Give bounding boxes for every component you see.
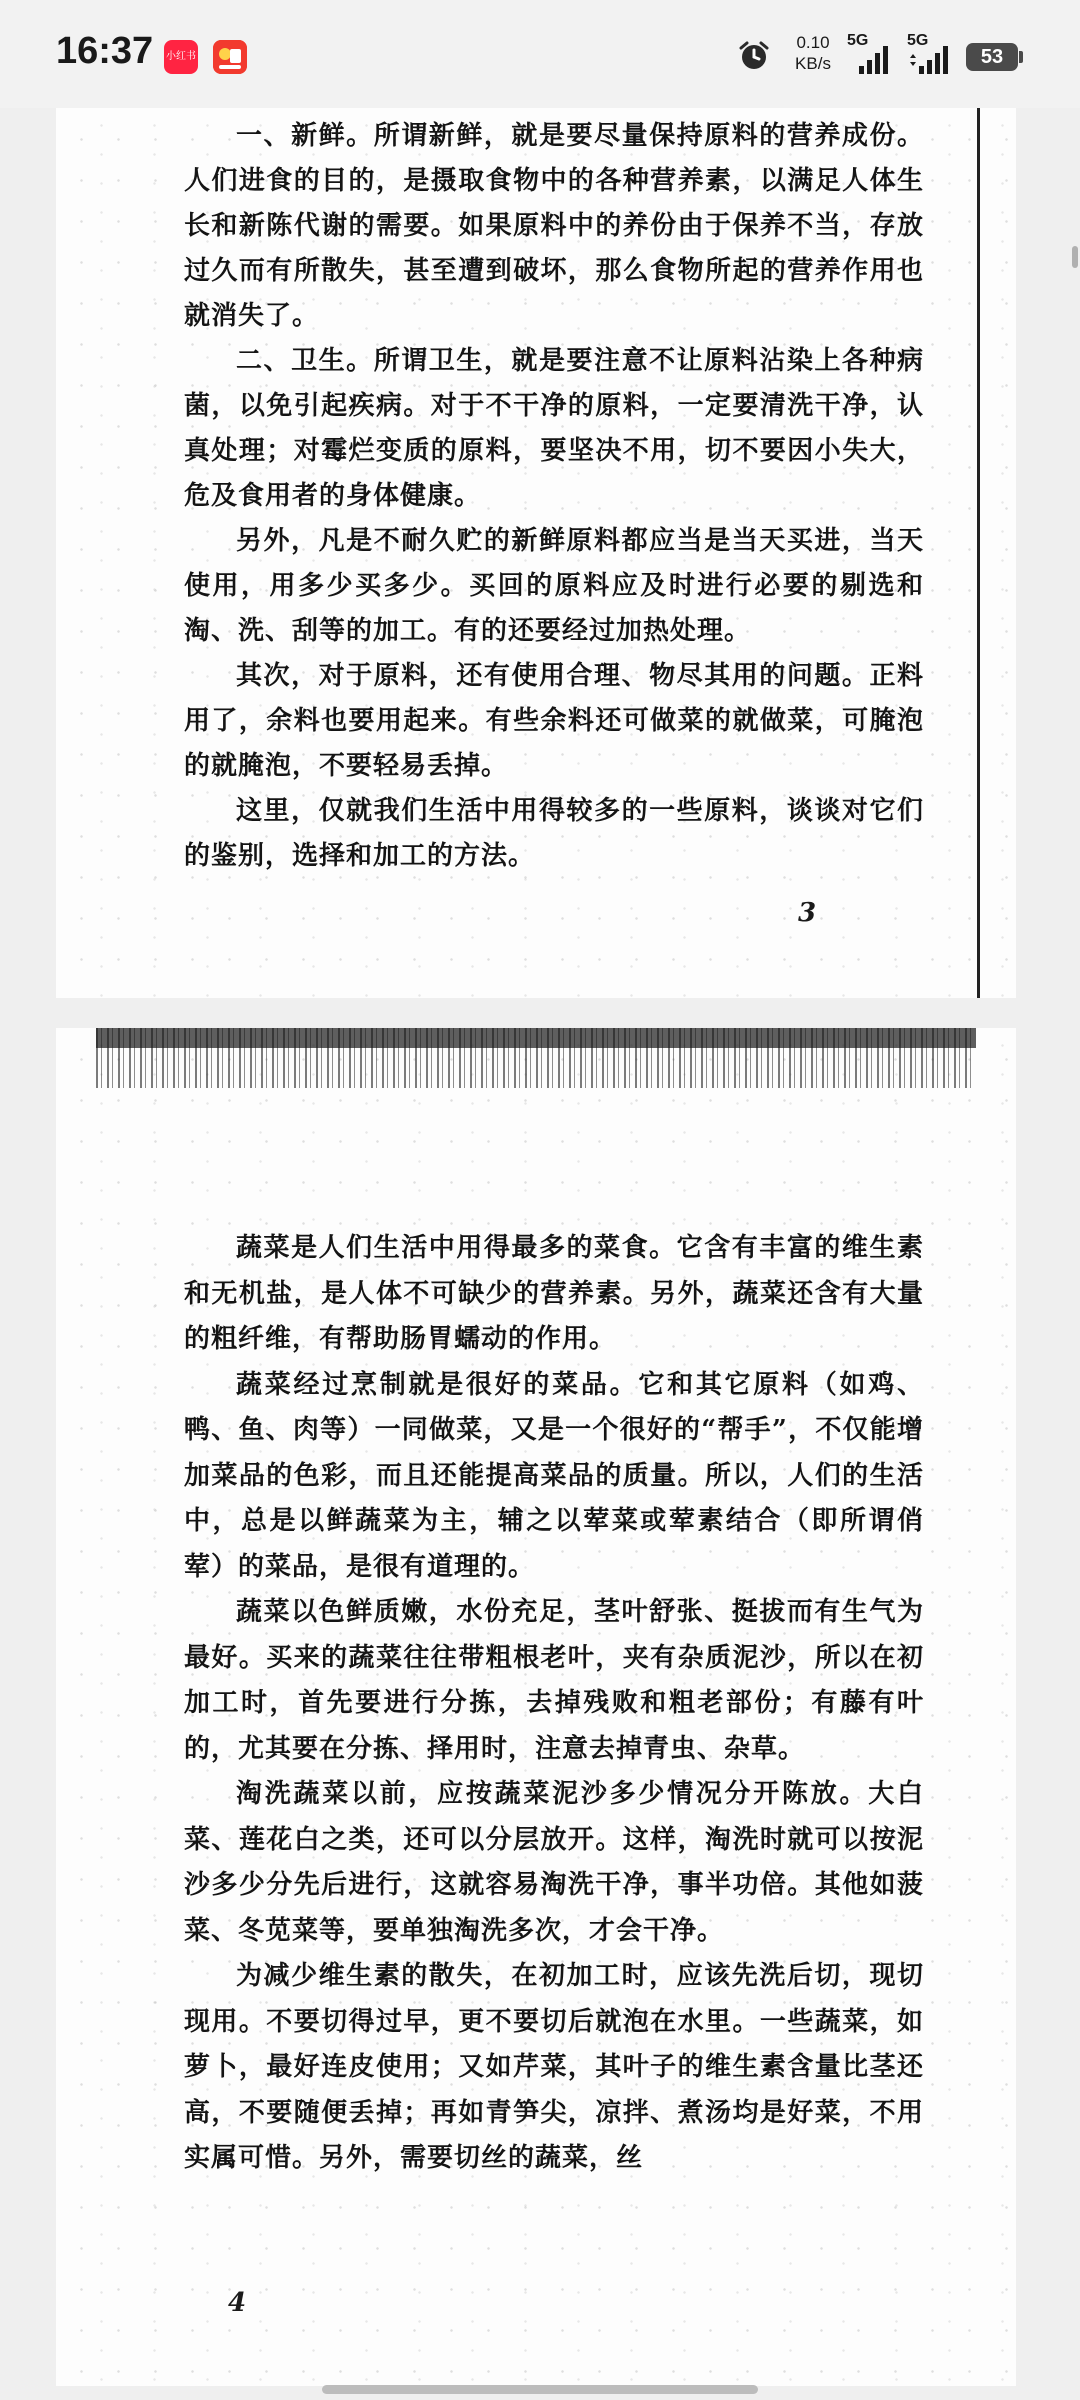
home-indicator-bar[interactable] [322, 2385, 758, 2394]
paragraph: 为减少维生素的散失，在初加工时，应该先洗后切，现切现用。不要切得过早，更不要切后就泡在水里。一些蔬菜，如萝卜，最好连皮使用；又如芹菜，其叶子的维生素含量比茎还高，不要随便丢掉；再如青笋尖，凉拌、煮汤均是好菜，不用实属可惜。另外，需要切丝的蔬菜，丝 [184, 1961, 924, 2173]
signal-5g-icon-sim1 [845, 32, 901, 78]
page-binding-edge [977, 108, 980, 998]
page-3-text [184, 114, 924, 879]
notification-app-icon [213, 40, 247, 74]
network-speed-value: 0.10 [796, 33, 830, 52]
scroll-indicator[interactable] [1072, 246, 1078, 268]
sim1-network-label: 5G [847, 32, 869, 49]
document-page-3 [56, 108, 1016, 998]
paragraph: 淘洗蔬菜以前，应按蔬菜泥沙多少情况分开陈放。大白菜、莲花白之类，还可以分层放开。这样，淘洗时就可以按泥沙多少分先后进行，这就容易淘洗干净，事半功倍。其他如菠菜、冬苋菜等，要单独淘洗多次，才会干净。 [184, 1779, 924, 1946]
sim2-network-label: 5G [907, 32, 929, 49]
paragraph: 二、卫生。所谓卫生，就是要注意不让原料沾染上各种病菌，以免引起疾病。对于不干净的原料，一定要清洗干净，认真处理；对霉烂变质的原料，要坚决不用，切不要因小失大，危及食用者的身体健康。 [184, 346, 924, 511]
paragraph: 一、新鲜。所谓新鲜，就是要尽量保持原料的营养成份。人们进食的目的，是摄取食物中的各种营养素，以满足人体生长和新陈代谢的需要。如果原料中的养份由于保养不当，存放过久而有所散失，甚至遭到破坏，那么食物所起的营养作用也就消失了。 [184, 121, 924, 331]
alarm-clock-icon [738, 40, 770, 72]
paragraph: 蔬菜以色鲜质嫩，水份充足，茎叶舒张、挺拔而有生气为最好。买来的蔬菜往往带粗根老叶，夹有杂质泥沙，所以在初加工时，首先要进行分拣，去掉残败和粗老部份；有藤有叶的，尤其要在分拣、择用时，注意去掉青虫、杂草。 [184, 1597, 924, 1764]
status-bar [0, 0, 1080, 108]
signal-5g-icon-sim2 [905, 32, 961, 78]
paragraph: 其次，对于原料，还有使用合理、物尽其用的问题。正料用了，余料也要用起来。有些余料还可做菜的就做菜，可腌泡的就腌泡，不要轻易丢掉。 [184, 661, 924, 781]
xiaohongshu-app-icon: 小红书 [164, 40, 198, 74]
page-number: 4 [228, 2288, 247, 2318]
paragraph: 这里，仅就我们生活中用得较多的一些原料，谈谈对它们的鉴别，选择和加工的方法。 [184, 796, 924, 871]
paragraph: 另外，凡是不耐久贮的新鲜原料都应当是当天买进，当天使用，用多少买多少。买回的原料应及时进行必要的剔选和淘、洗、刮等的加工。有的还要经过加热处理。 [184, 526, 924, 646]
status-time: 16:37 [56, 30, 154, 72]
battery-tip [1019, 51, 1023, 63]
document-page-4 [56, 1028, 1016, 2386]
page-number: 3 [798, 898, 817, 928]
page-4-text [184, 1226, 924, 2182]
scan-top-edge [96, 1028, 976, 1048]
network-speed-unit: KB/s [795, 54, 831, 73]
network-speed [788, 32, 838, 74]
paragraph: 蔬菜经过烹制就是很好的菜品。它和其它原料（如鸡、鸭、鱼、肉等）一同做菜，又是一个很好的“帮手”，不仅能增加菜品的色彩，而且还能提高菜品的质量。所以，人们的生活中，总是以鲜蔬菜为主，辅之以荤菜或荤素结合（即所谓俏荤）的菜品，是很有道理的。 [184, 1369, 924, 1582]
paragraph: 蔬菜是人们生活中用得最多的菜食。它含有丰富的维生素和无机盐，是人体不可缺少的营养素。另外，蔬菜还含有大量的粗纤维，有帮助肠胃蠕动的作用。 [184, 1233, 924, 1354]
battery-icon: 53 [966, 43, 1018, 71]
